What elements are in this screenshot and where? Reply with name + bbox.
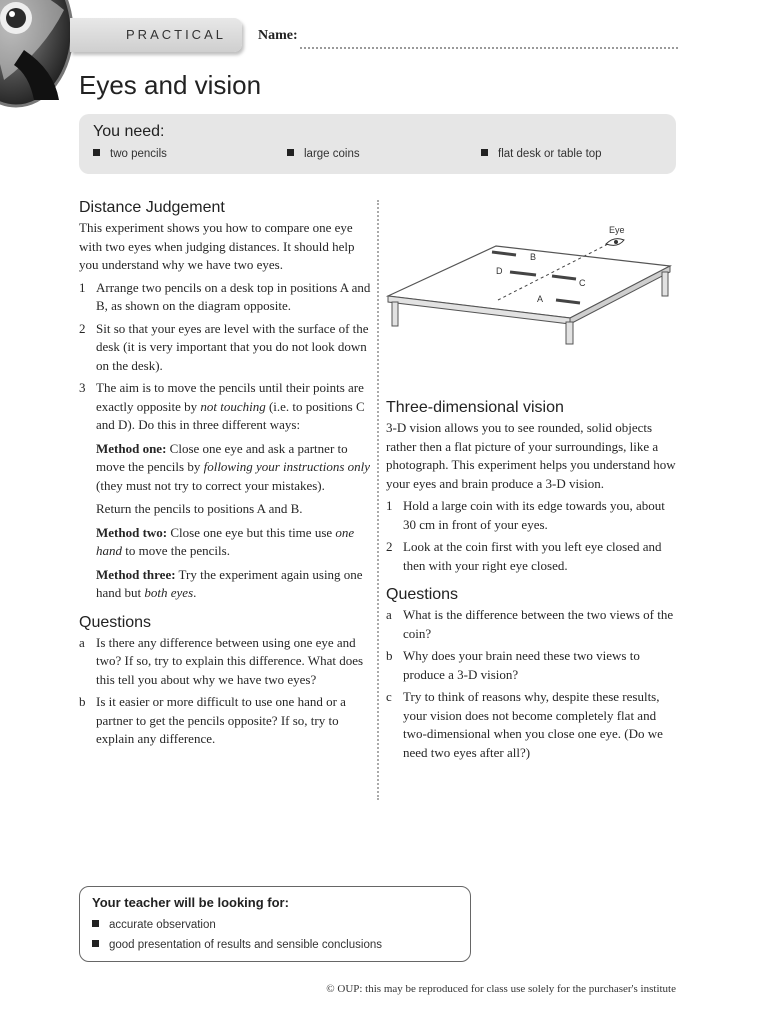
three-d-intro: 3-D vision allows you to see rounded, solid objects rather then a flat picture of your surroundings, like a photograph. This experiment helps you understand how your eyes and brain produce a 3-D vision. (386, 420, 676, 491)
method-two: Method two: Close one eye but this time use one hand to move the pencils. (96, 524, 355, 558)
need-item-coins: large coins (287, 148, 360, 160)
need-item-pencils: two pencils (93, 148, 167, 160)
question-right-a: a What is the difference between the two views of the coin? (386, 607, 674, 641)
bullet-square-icon (92, 940, 99, 947)
distance-intro: This experiment shows you how to compare one eye with two eyes when judging distances. It should help you understand why we have two eyes. (79, 220, 355, 272)
bullet-square-icon (481, 149, 488, 156)
desk-leg-left (392, 302, 398, 326)
step-2: 2 Sit so that your eyes are level with the surface of the desk (it is very important that you do not look down on the desk). (79, 320, 369, 373)
teacher-item-observation: accurate observation (92, 919, 216, 931)
bullet-square-icon (93, 149, 100, 156)
three-d-step-2: 2 Look at the coin first with you left eye closed and then with your right eye closed. (386, 539, 662, 573)
column-divider (377, 200, 379, 800)
label-d: D (496, 266, 503, 276)
desk-leg-front (566, 322, 573, 344)
label-c: C (579, 278, 586, 288)
teacher-box (79, 886, 471, 962)
method-three: Method three: Try the experiment again using one hand but both eyes. (96, 566, 363, 600)
question-right-c: c Try to think of reasons why, despite these results, your vision does not become completely flat and two-dimensional when you close one eye. (Do we need two eyes after all?) (386, 689, 663, 760)
practical-tab: PRACTICAL (70, 18, 242, 52)
you-need-box (79, 114, 676, 174)
right-column (386, 398, 678, 762)
question-left-b: b Is it easier or more difficult to use one hand or a partner to get the pencils opposite? If so, try to explain any difference. (79, 694, 346, 746)
method-one: Method one: Close one eye and ask a partner to move the pencils by following your instructions only (they must not try to correct your mistakes). (96, 440, 371, 493)
question-right-b: b Why does your brain need these two views to produce a 3-D vision? (386, 648, 640, 682)
eye-photo-icon (0, 0, 76, 110)
need-item-desk: flat desk or table top (481, 148, 602, 160)
step-1: 1 Arrange two pencils on a desk top in positions A and B, as shown on the diagram opposite. (79, 279, 371, 313)
step-3: 3 The aim is to move the pencils until their points are exactly opposite by not touching (i.e. to positions C and D). Do this in three different ways: (79, 380, 365, 432)
three-d-step-1: 1 Hold a large coin with its edge towards you, about 30 cm in front of your eyes. (386, 498, 665, 532)
questions-left-heading: Questions (79, 613, 152, 631)
desk-diagram (380, 218, 680, 348)
bullet-square-icon (287, 149, 294, 156)
teacher-item-presentation: good presentation of results and sensible conclusions (92, 939, 382, 951)
label-b: B (530, 252, 537, 262)
distance-heading: Distance Judgement (79, 199, 225, 216)
teacher-title: Your teacher will be looking for: (92, 895, 289, 910)
desk-leg-right (662, 272, 668, 296)
copyright-footer: © OUP: this may be reproduced for class use solely for the purchaser's institute (326, 983, 676, 995)
questions-right-heading: Questions (386, 586, 459, 603)
page-title: Eyes and vision (79, 70, 262, 100)
label-a: A (537, 294, 544, 304)
left-column (79, 198, 371, 749)
eye-label: Eye (609, 225, 625, 235)
three-d-heading: Three-dimensional vision (386, 399, 564, 416)
bullet-square-icon (92, 920, 99, 927)
name-field[interactable] (300, 47, 678, 49)
question-left-a: a Is there any difference between using one eye and two? If so, try to explain this difference. What does this tell you about why we have two eyes? (79, 634, 364, 687)
return-text: Return the pencils to positions A and B. (96, 501, 303, 516)
name-label: Name: (258, 28, 298, 43)
you-need-title: You need: (93, 123, 165, 140)
